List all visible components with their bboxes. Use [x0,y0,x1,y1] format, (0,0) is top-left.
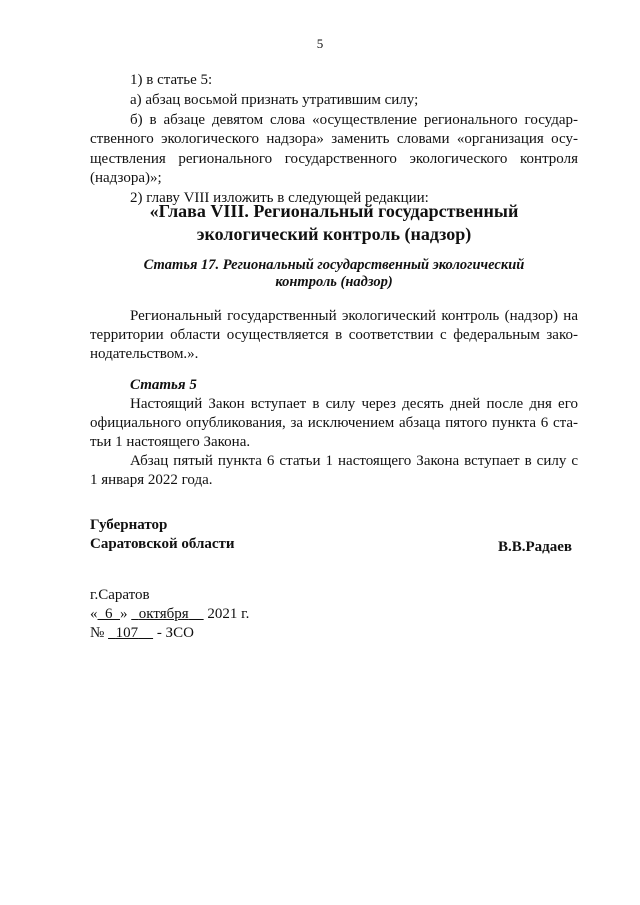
date-month: октября [138,606,189,622]
article17-text-line: Региональный государственный экологический контроль (надзор) на [130,308,578,324]
page-number: 5 [316,36,324,51]
article17-heading-line2: контроль (надзор) [275,274,393,290]
city: г.Саратов [90,587,150,603]
article5-text-line: тьи 1 настоящего Закона. [90,434,251,450]
date-close-quote: » [120,606,128,622]
article5-text-line: официального опубликования, за исключением абзаца пятого пункта 6 ста- [90,415,578,431]
article17-text-line: нодательством.». [90,346,199,362]
article5-text-line: Настоящий Закон вступает в силу через десять дней после дня его [130,396,578,412]
article5-text-line: Абзац пятый пункта 6 статьи 1 настоящего Закона вступает в силу с [130,453,578,469]
date-day: 6 [105,606,113,622]
signature-name: В.В.Радаев [498,539,573,555]
signature-region: Саратовской области [90,536,235,552]
signature-title: Губернатор [90,517,168,533]
body-line: б) в абзаце девятом слова «осуществление регионального государ- [130,112,578,128]
chapter-heading-line2: экологический контроль (надзор) [196,224,472,244]
body-line: 1) в статье 5: [130,72,213,88]
body-line: ществления регионального государственного экологического контроля [90,151,578,167]
number-label: № [90,625,105,641]
article17-text-line: территории области осуществляется в соответствии с федеральным зако- [90,327,578,343]
number-line [90,624,194,642]
number-suffix: - ЗСО [156,625,194,641]
body-line: 2) главу VIII изложить в следующей редакции: [130,190,429,206]
date-open-quote: « [90,606,98,622]
article5-text-line: 1 января 2022 года. [90,472,213,488]
body-line: (надзора)»; [90,170,162,186]
article5-heading: Статья 5 [130,377,197,393]
body-line: а) абзац восьмой признать утратившим силу; [130,92,419,108]
chapter-heading-line1: «Глава VIII. Региональный государственный [149,201,519,221]
date-year: 2021 г. [207,606,250,622]
article17-heading-line1: Статья 17. Региональный государственный экологический [143,257,525,273]
number-value: 107 [115,625,139,641]
body-line: ственного экологического надзора» заменить словами «организация осу- [90,131,578,147]
date-line [90,605,249,623]
